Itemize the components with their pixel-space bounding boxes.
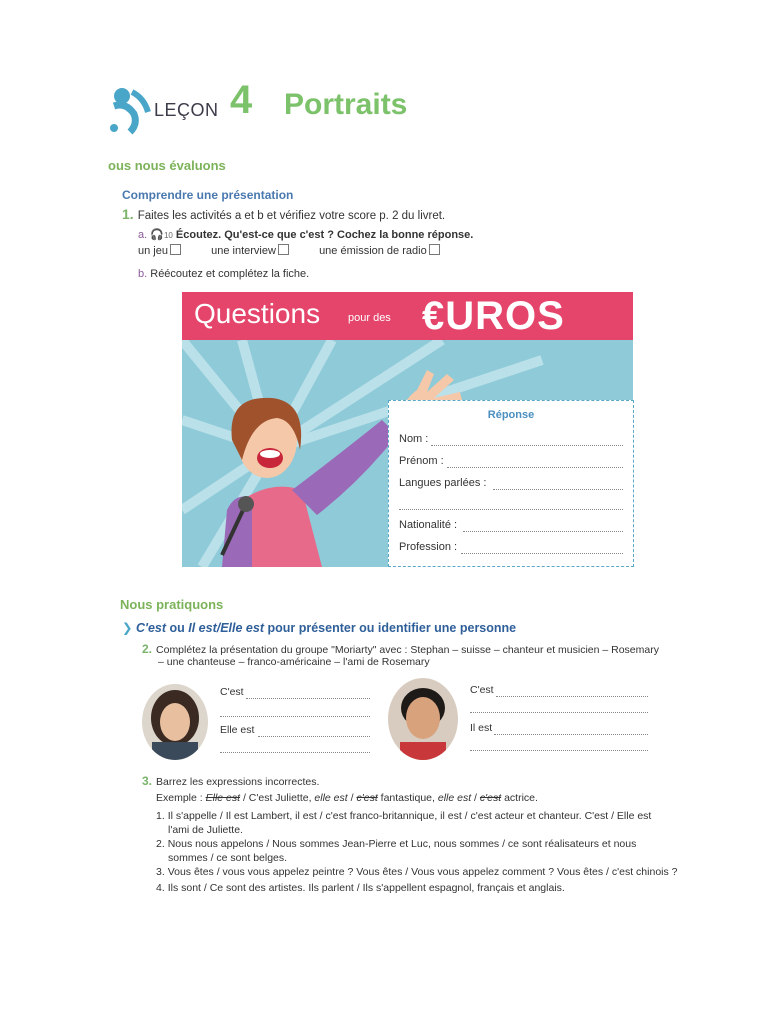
right-label-il-est: Il est (470, 722, 493, 734)
headphones-icon: 🎧 (150, 229, 164, 241)
right-answer-line-1[interactable] (496, 696, 648, 697)
lecon-number: 4 (230, 78, 253, 122)
subheading-comprendre: Comprendre une présentation (122, 188, 294, 202)
left-answer-line-4[interactable] (220, 752, 370, 753)
option-radio: une émission de radio (319, 245, 427, 257)
item-letter: a. (138, 229, 148, 241)
form-label-nom: Nom : (399, 433, 429, 445)
checkbox-jeu[interactable] (170, 244, 181, 255)
item-1-line-2: l'ami de Juliette. (168, 824, 243, 836)
lecon-logo-icon (108, 84, 152, 136)
form-title: Réponse (487, 409, 535, 421)
options-row (138, 244, 440, 257)
form-field-nom[interactable] (431, 445, 623, 446)
left-answer-line-3[interactable] (258, 736, 370, 737)
question-1a-text: Écoutez. Qu'est-ce que c'est ? Cochez la bonne réponse. (175, 229, 474, 241)
form-field-prenom[interactable] (447, 467, 623, 468)
section-heading-pratiquons: Nous pratiquons (120, 597, 224, 612)
banner-title-bar (182, 292, 633, 340)
question-1b (138, 268, 309, 280)
section-heading-evaluons: ous nous évaluons (108, 158, 226, 173)
banner-title-euros: €UROS (422, 294, 565, 338)
lecon-title: Portraits (284, 88, 408, 121)
subheading-cest-il-est: ❯ C'est ou Il est/Elle est pour présenter ou identifier une personne (122, 621, 517, 635)
banner-title-main: Questions (194, 298, 321, 329)
right-answer-line-2[interactable] (470, 712, 648, 713)
response-form (388, 400, 634, 567)
left-label-cest: C'est (220, 686, 244, 698)
right-label-cest: C'est (470, 684, 494, 696)
question-1 (122, 206, 445, 222)
form-label-profession: Profession : (399, 541, 458, 553)
left-answer-line-2[interactable] (220, 716, 370, 717)
track-number: 10 (163, 231, 173, 240)
right-answer-line-3[interactable] (494, 734, 648, 735)
left-label-elle-est: Elle est (220, 724, 255, 736)
item-2-line-2: sommes / ce sont belges. (168, 852, 288, 864)
question-2-line-1: 2. Complétez la présentation du groupe "Moriarty" avec : Stephan – suisse – chanteur et musicien – Rosemary (142, 642, 659, 656)
option-jeu: un jeu (138, 245, 168, 257)
checkbox-interview[interactable] (278, 244, 289, 255)
question-3: 3. Barrez les expressions incorrectes. (142, 774, 320, 788)
item-letter: b. (138, 268, 148, 280)
form-field-langues[interactable] (493, 489, 623, 490)
item-4-line-1: 4. Ils sont / Ce sont des artistes. Ils parlent / Ils s'appellent espagnol, français et anglais. (156, 882, 565, 894)
question-number: 1. (122, 206, 134, 222)
checkbox-radio[interactable] (429, 244, 440, 255)
form-field-profession[interactable] (461, 553, 623, 554)
form-label-prenom: Prénom : (399, 455, 444, 467)
item-2-line-1: 2. Nous nous appelons / Nous sommes Jean-Pierre et Luc, nous sommes / ce sont réalisateurs et nous (156, 838, 637, 850)
right-answer-line-4[interactable] (470, 750, 648, 751)
question-1-text: Faites les activités a et b et vérifiez votre score p. 2 du livret. (137, 210, 446, 222)
form-field-langues-2[interactable] (399, 509, 623, 510)
form-field-nationalite[interactable] (463, 531, 623, 532)
example-line: Exemple : Elle est / C'est Juliette, elle est / c'est fantastique, elle est / c'est actrice. (156, 792, 538, 804)
chevron-right-icon: ❯ (122, 621, 133, 635)
banner-title-small: pour des (348, 312, 391, 324)
left-answer-line-1[interactable] (246, 698, 370, 699)
question-1a (138, 228, 473, 241)
form-label-langues: Langues parlées : (399, 477, 487, 489)
photo-stephan (388, 678, 458, 760)
lecon-label: LEÇON (154, 100, 219, 120)
form-label-nationalite: Nationalité : (399, 519, 458, 531)
item-1-line-1: 1. Il s'appelle / Il est Lambert, il est / c'est franco-britannique, il est / c'est acteur et chanteur. C'est / Elle est (156, 810, 652, 822)
question-1b-text: Réécoutez et complétez la fiche. (150, 268, 310, 280)
photo-rosemary (142, 684, 208, 760)
question-2-line-2: – une chanteuse – franco-américaine – l'ami de Rosemary (158, 656, 430, 668)
option-interview: une interview (211, 245, 276, 257)
item-3-line-1: 3. Vous êtes / vous vous appelez peintre ? Vous êtes / Vous vous appelez comment ? Vous êtes / c'est chinois ? (156, 866, 678, 878)
